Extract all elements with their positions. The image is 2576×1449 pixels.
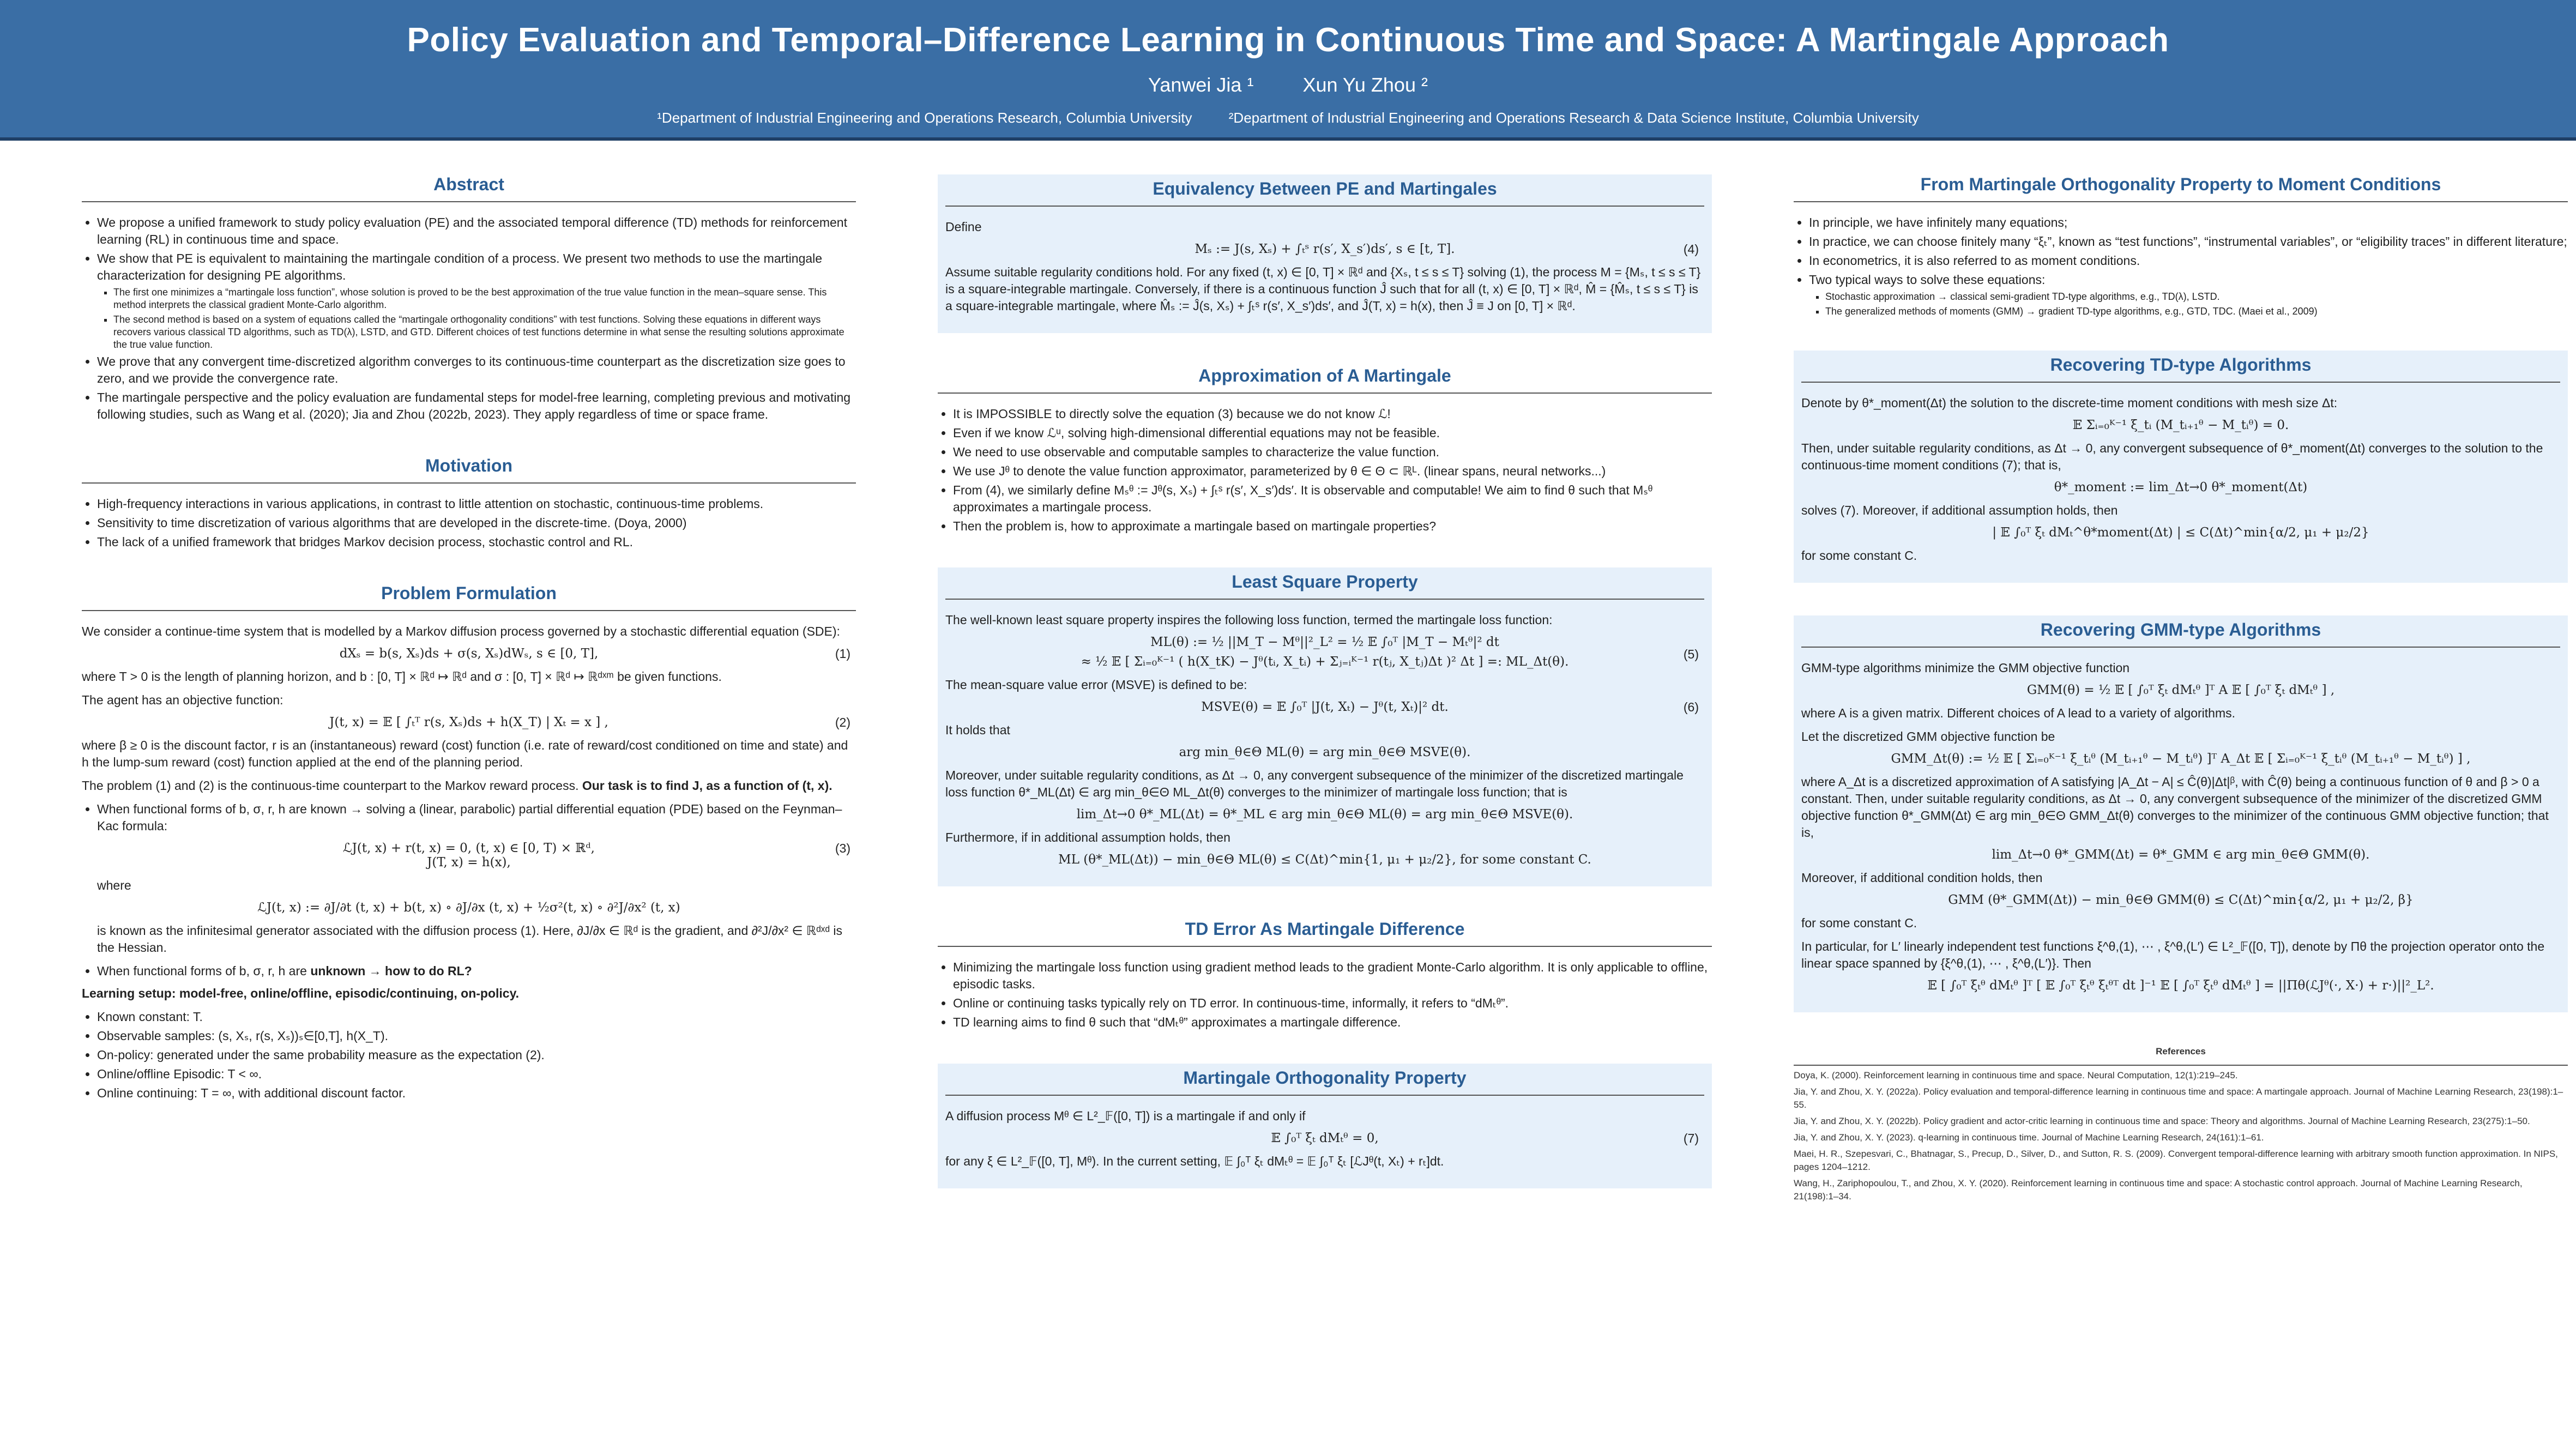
paragraph: where xyxy=(97,878,131,892)
orthogonality-section xyxy=(938,1064,1712,1188)
list-item: • The martingale perspective and the policy evaluation are fundamental steps for model-free learning, completing previous and motivating following studies, such as Wang et al. (2020); Jia and Zhou (2022b, 2023). They apply regardless of time or space frame. xyxy=(97,389,856,423)
motivation-section xyxy=(82,456,856,551)
paragraph: Let the discretized GMM objective function be xyxy=(1801,729,2055,744)
list-item: • When functional forms of b, σ, r, h are unknown → how to do RL? xyxy=(97,963,856,980)
affiliation-1: ¹Department of Industrial Engineering and Operations Research, Columbia University xyxy=(657,110,1192,126)
td-error-title: TD Error As Martingale Difference xyxy=(938,919,1712,947)
paragraph: where A_Δt is a discretized approximation of A satisfying |A_Δt − A| ≤ Ĉ(θ)|Δt|ᵝ, with Ĉ(θ) being a continuous function of θ and β > 0 a constant. Then, under suitable regularity conditions, as Δt → 0, any convergent subsequence of the minimizer of the discretized GMM objective function θ*_GMM(Δt) ∈ arg min_θ∈Θ GMM_Δt(θ) converges to the minimizer of the continuous GMM objective function; that is, xyxy=(1801,775,2549,840)
reference-item: Maei, H. R., Szepesvari, C., Bhatnagar, S., Precup, D., Silver, D., and Sutton, R. S. (2009). Convergent temporal-difference learning with arbitrary smooth function approximation. In NIPS, pages 1204–1212. xyxy=(1794,1149,2558,1172)
paragraph: Then, under suitable regularity conditions, as Δt → 0, any convergent subsequence of θ*_moment(Δt) converges to the solution to the continuous-time moment conditions (7); that is, xyxy=(1801,441,2543,472)
list-item: • It is IMPOSSIBLE to directly solve the equation (3) because we do not know ℒ! xyxy=(953,406,1712,422)
list-item: • From (4), we similarly define Mₛᶿ := Jᶿ(s, Xₛ) + ∫ₜˢ r(s′, X_s′)ds′. It is observable and computable! We aim to find θ such that Mₛᶿ approximates a martingale process. xyxy=(953,482,1712,516)
equation-number: (2) xyxy=(835,715,850,729)
list-item: • In econometrics, it is also referred to as moment conditions. xyxy=(1809,252,2568,269)
poster-title: Policy Evaluation and Temporal–Difference Learning in Continuous Time and Space: A Martingale Approach xyxy=(407,21,2169,59)
list-item: • Then the problem is, how to approximate a martingale based on martingale properties? xyxy=(953,518,1712,535)
moment-section xyxy=(1794,174,2568,318)
gmm-limit-equation: lim_Δt→0 θ*_GMM(Δt) = θ*_GMM ∈ arg min_θ∈Θ GMM(θ). xyxy=(1992,848,2370,862)
equation-2: J(t, x) = 𝔼 [ ∫ₜᵀ r(s, Xₛ)ds + h(X_T) | Xₜ = x ] , (2) xyxy=(329,715,850,729)
paragraph: solves (7). Moreover, if additional assumption holds, then xyxy=(1801,503,2118,517)
paragraph: for some constant C. xyxy=(1801,916,1917,930)
list-item: ▪ The second method is based on a system of equations called the “martingale orthogonality conditions” with test functions. Solving these equations in different ways recovers various classical TD algorithms, such as TD(λ), LSTD, and GTD. Different choices of test functions determine in what sense the resulting solutions approximate the true value function. xyxy=(113,313,856,351)
approximation-section xyxy=(938,366,1712,535)
poster-header xyxy=(0,0,2576,141)
problem-title: Problem Formulation xyxy=(82,583,856,611)
gmm-type-title: Recovering GMM-type Algorithms xyxy=(1801,620,2560,648)
problem-list-2 xyxy=(82,963,856,980)
equation-number: (5) xyxy=(1683,647,1699,661)
list-item: • Known constant: T. xyxy=(97,1009,856,1025)
approximation-title: Approximation of A Martingale xyxy=(938,366,1712,394)
list-item: • Minimizing the martingale loss function using gradient method leads to the gradient Monte-Carlo algorithm. It is only applicable to offline, episodic tasks. xyxy=(953,959,1712,993)
td-error-list xyxy=(938,959,1712,1031)
reference-item: Wang, H., Zariphopoulou, T., and Zhou, X. Y. (2020). Reinforcement learning in continuous time and space: A stochastic control approach. Journal of Machine Learning Research, 21(198):1–34. xyxy=(1794,1178,2523,1202)
gmm-equation: GMM(θ) = ½ 𝔼 [ ∫₀ᵀ ξₜ dMₜᶿ ]ᵀ A 𝔼 [ ∫₀ᵀ ξₜ dMₜᶿ ] , xyxy=(2026,683,2335,697)
moment-title: From Martingale Orthogonality Property to Moment Conditions xyxy=(1794,174,2568,202)
list-item: • TD learning aims to find θ such that “dMₜᶿ” approximates a martingale difference. xyxy=(953,1014,1712,1031)
abstract-title: Abstract xyxy=(82,174,856,202)
equivalency-section xyxy=(938,174,1712,333)
affiliation-2: ²Department of Industrial Engineering and Operations Research & Data Science Institute, Columbia University xyxy=(1228,110,1919,126)
moment-list xyxy=(1794,214,2568,318)
gmm-bound-equation: GMM (θ*_GMM(Δt)) − min_θ∈Θ GMM(θ) ≤ C(Δt)^min{α/2, μ₁ + μ₂/2, β} xyxy=(1948,893,2414,907)
problem-section xyxy=(82,583,856,1102)
argmin-equation: arg min_θ∈Θ ML(θ) = arg min_θ∈Θ MSVE(θ). xyxy=(1179,745,1471,759)
motivation-list xyxy=(82,496,856,551)
author-2: Xun Yu Zhou ² xyxy=(1302,74,1428,96)
equation-6: MSVE(θ) = 𝔼 ∫₀ᵀ |J(t, Xₜ) − Jᶿ(t, Xₜ)|² dt. (6) xyxy=(1201,700,1699,714)
generator-equation: ℒJ(t, x) := ∂J/∂t (t, x) + b(t, x) ∘ ∂J/∂x (t, x) + ½σ²(t, x) ∘ ∂²J/∂x² (t, x) xyxy=(257,901,680,915)
td-error-section xyxy=(938,919,1712,1031)
least-square-title: Least Square Property xyxy=(945,572,1704,600)
list-item: • We use Jᶿ to denote the value function approximator, parameterized by θ ∈ Θ ⊂ ℝᴸ. (linear spans, neural networks...) xyxy=(953,463,1712,480)
list-item: • When functional forms of b, σ, r, h are known → solving a (linear, parabolic) partial differential equation (PDE) based on the Feynman–Kac formula: xyxy=(97,801,856,835)
motivation-title: Motivation xyxy=(82,456,856,484)
list-item: • Observable samples: (s, Xₛ, r(s, Xₛ))ₛ∈[0,T], h(X_T). xyxy=(97,1028,856,1045)
equation-5: ML(θ) := ½ ||M_T − Mᶿ||²_L² = ½ 𝔼 ∫₀ᵀ |M_T − Mₜᶿ|² dt ≈ ½ 𝔼 [ Σᵢ₌₀ᴷ⁻¹ ( h(X_tK) − Jᶿ(tᵢ, X_tᵢ) + Σⱼ₌ᵢᴷ⁻¹ r(tⱼ, X_tⱼ)Δt )² Δt ] =: ML_Δt(θ). (5) xyxy=(1081,635,1699,669)
learning-setup: Learning setup: model-free, online/offline, episodic/continuing, on-policy. xyxy=(82,986,520,1000)
task-statement: Our task is to find J, as a function of (t, x). xyxy=(582,778,832,793)
column-left xyxy=(82,174,856,1134)
equation-number: (7) xyxy=(1683,1131,1699,1145)
paragraph: The agent has an objective function: xyxy=(82,693,283,707)
list-item: • We prove that any convergent time-discretized algorithm converges to its continuous-time counterpart as the discretization size goes to zero, and we provide the convergence rate. xyxy=(97,353,856,387)
gmm-type-section xyxy=(1794,615,2568,1012)
paragraph: Denote by θ*_moment(Δt) the solution to the discrete-time moment conditions with mesh size Δt: xyxy=(1801,396,2338,410)
equation-7: 𝔼 ∫₀ᵀ ξₜ dMₜᶿ = 0, (7) xyxy=(1271,1131,1699,1145)
references-title: References xyxy=(1794,1045,2568,1066)
list-item: • We show that PE is equivalent to maintaining the martingale condition of a process. We present two methods to use the martingale characterization for designing PE algorithms. xyxy=(97,250,856,284)
authors xyxy=(0,74,2576,96)
equation-number: (3) xyxy=(835,841,850,855)
references-section xyxy=(1794,1045,2568,1203)
list-item: ▪ The first one minimizes a “martingale loss function”, whose solution is proved to be the best approximation of the true value function in the mean–square sense. This method interprets the classical gradient Monte-Carlo algorithm. xyxy=(113,286,856,311)
paragraph: A diffusion process Mᶿ ∈ L²_𝔽([0, T]) is a martingale if and only if xyxy=(945,1109,1306,1123)
limit-equation: lim_Δt→0 θ*_ML(Δt) = θ*_ML ∈ arg min_θ∈Θ ML(θ) = arg min_θ∈Θ MSVE(θ). xyxy=(1076,807,1573,822)
equation-number: (6) xyxy=(1683,700,1699,714)
reference-item: Jia, Y. and Zhou, X. Y. (2023). q-learning in continuous time. Journal of Machine Learning Research, 24(161):1–61. xyxy=(1794,1132,2264,1143)
list-item: • Two typical ways to solve these equations: xyxy=(1809,271,2568,288)
paragraph: Define xyxy=(945,220,982,234)
paragraph: Assume suitable regularity conditions hold. For any fixed (t, x) ∈ [0, T] × ℝᵈ and {Xₛ, t ≤ s ≤ T} solving (1), the process M = {Mₛ, t ≤ s ≤ T} is a square-integrable martingale. Conversely, if there is a continuous function Ĵ such that for all (t, x) ∈ [0, T] × ℝᵈ, M̂ = {M̂ₛ, t ≤ s ≤ T} is a square-integrable martingale, where M̂ₛ := Ĵ(s, Xₛ) + ∫ₜˢ r(s′, X_s′)ds′, and Ĵ(T, x) = h(x), then Ĵ ≡ J on [0, T] × ℝᵈ. xyxy=(945,265,1701,313)
least-square-section xyxy=(938,567,1712,886)
abstract-section xyxy=(82,174,856,423)
list-item: ▪ The generalized methods of moments (GMM) → gradient TD-type algorithms, e.g., GTD, TDC. (Maei et al., 2009) xyxy=(1825,305,2568,318)
reference-item: Doya, K. (2000). Reinforcement learning in continuous time and space. Neural Computation, 12(1):219–245. xyxy=(1794,1070,2238,1080)
equation-number: (4) xyxy=(1683,242,1699,256)
paragraph: The well-known least square property inspires the following loss function, termed the martingale loss function: xyxy=(945,613,1553,627)
list-item: • Sensitivity to time discretization of various algorithms that are developed in the discrete-time. (Doya, 2000) xyxy=(97,515,856,532)
list-item: • Online/offline Episodic: T < ∞. xyxy=(97,1066,856,1083)
header-divider xyxy=(0,137,2576,141)
list-item: • We need to use observable and computable samples to characterize the value function. xyxy=(953,444,1712,461)
bound-equation: ML (θ*_ML(Δt)) − min_θ∈Θ ML(θ) ≤ C(Δt)^min{1, μ₁ + μ₂/2}, for some constant C. xyxy=(1058,853,1591,867)
equivalency-title: Equivalency Between PE and Martingales xyxy=(945,179,1704,207)
approximation-list xyxy=(938,406,1712,535)
equation-number: (1) xyxy=(835,647,850,661)
paragraph: Moreover, under suitable regularity conditions, as Δt → 0, any convergent subsequence of the minimizer of the discretized martingale loss function θ*_ML(Δt) ∈ arg min_θ∈Θ ML_Δt(θ) converges to the minimizer of martingale loss function; that is xyxy=(945,768,1684,799)
paragraph: In particular, for L′ linearly independent test functions ξ^θ,(1), ⋯ , ξ^θ,(L′) ∈ L²_𝔽([0, T]), denote by Πθ the projection operator onto the linear space spanned by {ξ^θ,(1), ⋯ , ξ^θ,(L′)}. Then xyxy=(1801,939,2545,970)
paragraph: The mean-square value error (MSVE) is defined to be: xyxy=(945,678,1247,692)
list-item: ▪ Stochastic approximation → classical semi-gradient TD-type algorithms, e.g., TD(λ), LSTD. xyxy=(1825,291,2568,303)
list-item: • We propose a unified framework to study policy evaluation (PE) and the associated temporal difference (TD) methods for reinforcement learning (RL) in continuous time and space. xyxy=(97,214,856,248)
equation-4: Mₛ := J(s, Xₛ) + ∫ₜˢ r(s′, X_s′)ds′, s ∈ [t, T]. (4) xyxy=(1195,242,1699,256)
column-middle xyxy=(938,174,1712,1221)
reference-item: Jia, Y. and Zhou, X. Y. (2022b). Policy gradient and actor-critic learning in continuous time and space: Theory and algorithms. Journal of Machine Learning Research, 23(275):1–50. xyxy=(1794,1116,2530,1126)
moment-equation: 𝔼 Σᵢ₌₀ᴷ⁻¹ ξ_tᵢ (M_tᵢ₊₁ᶿ − M_tᵢᶿ) = 0. xyxy=(2072,418,2289,432)
td-type-title: Recovering TD-type Algorithms xyxy=(1801,355,2560,383)
author-1: Yanwei Jia ¹ xyxy=(1148,74,1254,96)
equation-1: dXₛ = b(s, Xₛ)ds + σ(s, Xₛ)dWₛ, s ∈ [0, T], (1) xyxy=(339,647,850,661)
paragraph: Furthermore, if in additional assumption holds, then xyxy=(945,830,1230,844)
paragraph: where T > 0 is the length of planning horizon, and b : [0, T] × ℝᵈ ↦ ℝᵈ and σ : [0, T] × ℝᵈ ↦ ℝᵈˣᵐ be given functions. xyxy=(82,669,722,684)
paragraph: for some constant C. xyxy=(1801,548,1917,563)
paragraph: It holds that xyxy=(945,723,1010,737)
paragraph: where β ≥ 0 is the discount factor, r is an (instantaneous) reward (cost) function (i.e. rate of reward/cost conditioned on time and state) and h the lump-sum reward (cost) function applied at the end of the planning period. xyxy=(82,738,848,769)
paragraph: GMM-type algorithms minimize the GMM objective function xyxy=(1801,661,2130,675)
paragraph: We consider a continue-time system that is modelled by a Markov diffusion process governed by a stochastic differential equation (SDE): xyxy=(82,624,840,638)
paragraph: The problem (1) and (2) is the continuous-time counterpart to the Markov reward process. Our task is to find J, as a function of (t, x). xyxy=(82,778,832,793)
list-item: • High-frequency interactions in various applications, in contrast to little attention on stochastic, continuous-time problems. xyxy=(97,496,856,512)
moment-limit-equation: θ*_moment := lim_Δt→0 θ*_moment(Δt) xyxy=(2054,480,2308,494)
abstract-list xyxy=(82,214,856,423)
reference-item: Jia, Y. and Zhou, X. Y. (2022a). Policy evaluation and temporal-difference learning in continuous time and space: A martingale approach. Journal of Machine Learning Research, 23(198):1–55. xyxy=(1794,1086,2563,1110)
affiliations xyxy=(0,110,2576,126)
paragraph: Moreover, if additional condition holds, then xyxy=(1801,871,2043,885)
column-right xyxy=(1794,174,2568,1236)
gmm-discrete-equation: GMM_Δt(θ) := ½ 𝔼 [ Σᵢ₌₀ᴷ⁻¹ ξ_tᵢᶿ (M_tᵢ₊₁ᶿ − M_tᵢᶿ) ]ᵀ A_Δt 𝔼 [ Σᵢ₌₀ᴷ⁻¹ ξ_tᵢᶿ (M_tᵢ₊₁ᶿ − M_tᵢᶿ) ] , xyxy=(1891,752,2471,766)
td-type-section xyxy=(1794,351,2568,583)
list-item: • The lack of a unified framework that bridges Markov decision process, stochastic control and RL. xyxy=(97,534,856,551)
equation-3: ℒJ(t, x) + r(t, x) = 0, (t, x) ∈ [0, T) × ℝᵈ, J(T, x) = h(x), (3) xyxy=(343,841,850,870)
projection-equation: 𝔼 [ ∫₀ᵀ ξₜᶿ dMₜᶿ ]ᵀ [ 𝔼 ∫₀ᵀ ξₜᶿ ξₜᶿᵀ dt ]⁻¹ 𝔼 [ ∫₀ᵀ ξₜᶿ dMₜᶿ ] = ||Πθ(ℒJᶿ(·, X·) + r·)||²_L². xyxy=(1927,979,2434,993)
problem-list xyxy=(82,801,856,835)
orthogonality-title: Martingale Orthogonality Property xyxy=(945,1068,1704,1096)
setup-list xyxy=(82,1009,856,1102)
list-item: • In practice, we can choose finitely many “ξₜ”, known as “test functions”, “instrumental variables”, or “eligibility traces” in different literature; xyxy=(1809,233,2568,250)
list-item: • Even if we know ℒᵘ, solving high-dimensional differential equations may not be feasible. xyxy=(953,425,1712,442)
paragraph: for any ξ ∈ L²_𝔽([0, T], Mᶿ). In the current setting, 𝔼 ∫₀ᵀ ξₜ dMₜᶿ = 𝔼 ∫₀ᵀ ξₜ [ℒJᶿ(t, Xₜ) + rₜ]dt. xyxy=(945,1154,1444,1168)
moment-bound-equation: | 𝔼 ∫₀ᵀ ξₜ dMₜ^θ*moment(Δt) | ≤ C(Δt)^min{α/2, μ₁ + μ₂/2} xyxy=(1992,526,2369,540)
paragraph: is known as the infinitesimal generator associated with the diffusion process (1). Here, ∂J/∂x ∈ ℝᵈ is the gradient, and ∂²J/∂x² ∈ ℝᵈˣᵈ is the Hessian. xyxy=(97,923,843,955)
list-item: • In principle, we have infinitely many equations; xyxy=(1809,214,2568,231)
list-item: • Online or continuing tasks typically rely on TD error. In continuous-time, informally, it refers to “dMₜᶿ”. xyxy=(953,995,1712,1012)
list-item: • On-policy: generated under the same probability measure as the expectation (2). xyxy=(97,1047,856,1064)
paragraph: where A is a given matrix. Different choices of A lead to a variety of algorithms. xyxy=(1801,706,2236,720)
list-item: • Online continuing: T = ∞, with additional discount factor. xyxy=(97,1085,856,1102)
